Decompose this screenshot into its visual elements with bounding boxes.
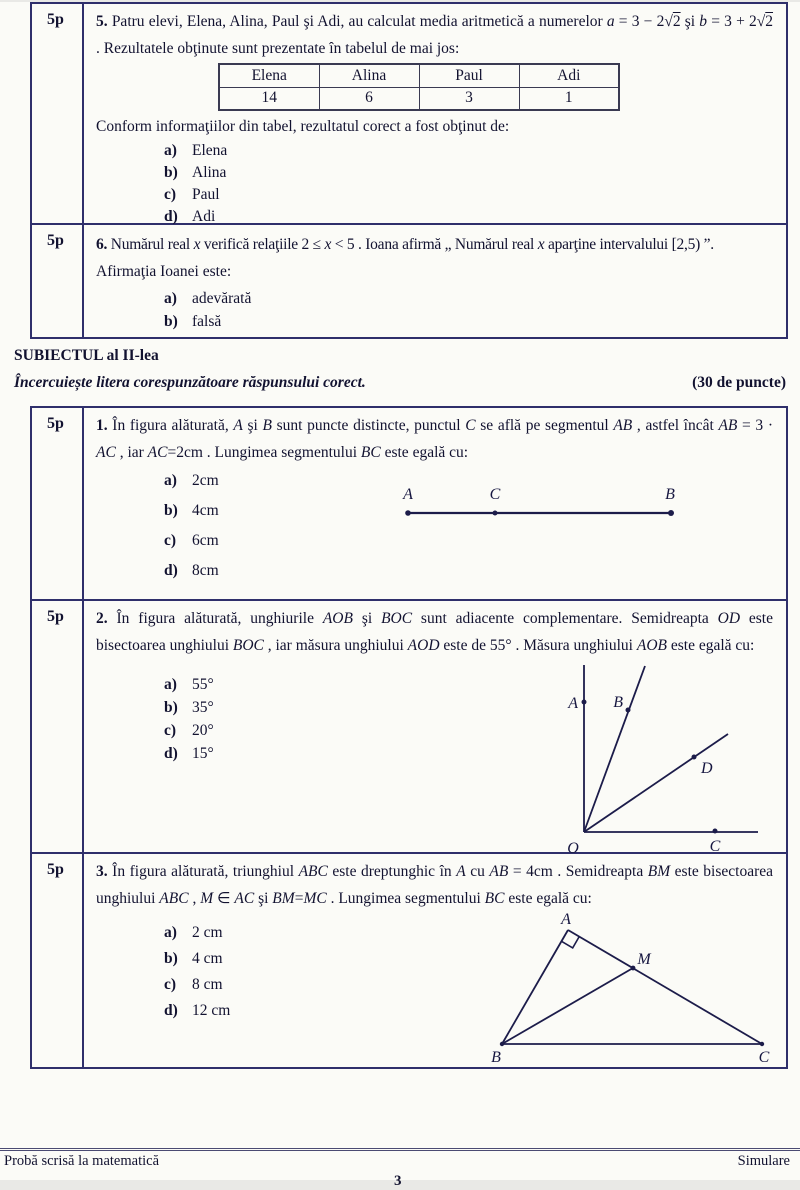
results-value-cell: 1 <box>519 87 619 110</box>
option-letter: c) <box>164 186 177 203</box>
question-2-text: 2. În figura alăturată, unghiurile AOB şi BOC sunt adiacente complementare. Semidreapta OD este bisectoarea unghiului BOC , iar măsura unghiului AOD este de 55° . Măsura unghiului AOB este egală cu: <box>96 610 773 654</box>
point-label-c: C <box>489 486 501 503</box>
question-5-points: 5p <box>32 4 84 223</box>
angles-figure <box>545 661 775 856</box>
question-6-points: 5p <box>32 225 84 337</box>
subject-2-instruction-row <box>14 374 786 392</box>
option-a <box>164 287 773 310</box>
option-letter: b) <box>164 699 178 716</box>
question-5-options <box>164 140 773 228</box>
results-value-cell: 6 <box>319 87 419 110</box>
results-header-cell: Elena <box>219 64 319 87</box>
option-letter: a) <box>164 290 177 307</box>
subject-2-heading <box>14 347 786 392</box>
question-5-row <box>32 4 786 225</box>
question-3-row <box>32 854 786 1067</box>
point-label-b: B <box>613 694 623 711</box>
subject-2-title: SUBIECTUL al II-lea <box>14 347 159 364</box>
option-value: Adi <box>192 208 216 225</box>
option-letter: b) <box>164 502 178 519</box>
option-value: 8 cm <box>192 976 223 993</box>
option-letter: a) <box>164 142 177 159</box>
exam-page <box>0 2 800 1189</box>
option-letter: b) <box>164 313 178 330</box>
question-1-row <box>32 408 786 601</box>
option-letter: c) <box>164 722 177 739</box>
point-label-c: C <box>709 838 721 855</box>
footer-exam-type: Simulare <box>737 1153 790 1169</box>
option-value: Paul <box>192 186 220 203</box>
option-letter: c) <box>164 976 177 993</box>
results-table <box>218 63 620 111</box>
point-label-a: A <box>561 911 571 928</box>
question-6-statement: Afirmaţia Ioanei este: <box>96 263 232 280</box>
point-label-a: A <box>403 486 413 503</box>
subject-2-points-total: (30 de puncte) <box>692 374 786 391</box>
option-b <box>164 310 773 333</box>
option-d <box>164 556 773 586</box>
option-value: 8cm <box>192 562 219 579</box>
option-c <box>164 184 773 206</box>
results-header-cell: Paul <box>419 64 519 87</box>
option-value: Elena <box>192 142 228 159</box>
results-header-cell: Alina <box>319 64 419 87</box>
results-table-header-row <box>219 64 619 87</box>
option-letter: a) <box>164 472 177 489</box>
option-value: 20° <box>192 722 214 739</box>
results-value-cell: 14 <box>219 87 319 110</box>
option-a <box>164 140 773 162</box>
option-value: adevărată <box>192 290 252 307</box>
question-3-points: 5p <box>32 854 84 1067</box>
page-footer <box>0 1148 800 1170</box>
point-label-b: B <box>491 1049 501 1066</box>
option-value: 4cm <box>192 502 219 519</box>
questions-table-subject1 <box>30 2 788 339</box>
question-3-content <box>84 854 786 1067</box>
footer-exam-name: Probă scrisă la matematică <box>4 1153 160 1169</box>
option-value: 4 cm <box>192 950 223 967</box>
point-label-d: D <box>701 760 713 777</box>
option-value: Alina <box>192 164 227 181</box>
results-header-cell: Adi <box>519 64 619 87</box>
option-value: 55° <box>192 676 214 693</box>
option-value: 35° <box>192 699 214 716</box>
subject-2-instruction: Încercuiește litera corespunzătoare răspunsului corect. <box>14 374 366 391</box>
question-6-options <box>164 287 773 333</box>
point-label-b: B <box>665 486 675 503</box>
question-3-text: 3. În figura alăturată, triunghiul ABC este dreptunghic în A cu AB = 4cm . Semidreapta BM este bisectoarea unghiului ABC , M ∈ AC şi BM=MC . Lungimea segmentului BC este egală cu: <box>96 863 773 907</box>
option-letter: d) <box>164 1002 178 1019</box>
point-label-o: O <box>567 840 579 857</box>
option-letter: d) <box>164 562 178 579</box>
results-value-cell: 3 <box>419 87 519 110</box>
question-6-row <box>32 225 786 337</box>
option-letter: c) <box>164 532 177 549</box>
option-letter: b) <box>164 164 178 181</box>
question-5-content <box>84 4 786 223</box>
option-value: 6cm <box>192 532 219 549</box>
point-label-m: M <box>637 951 651 968</box>
option-letter: d) <box>164 745 178 762</box>
option-letter: a) <box>164 676 177 693</box>
question-5-prompt: Conform informaţiilor din tabel, rezultatul corect a fost obţinut de: <box>96 118 510 135</box>
question-6-content <box>84 225 786 337</box>
option-value: 12 cm <box>192 1002 231 1019</box>
option-value: 2cm <box>192 472 219 489</box>
results-table-value-row <box>219 87 619 110</box>
option-letter: d) <box>164 208 178 225</box>
question-1-points: 5p <box>32 408 84 599</box>
triangle-figure <box>480 912 790 1069</box>
option-letter: b) <box>164 950 178 967</box>
option-c <box>164 526 773 556</box>
question-1-content <box>84 408 786 599</box>
point-label-c: C <box>758 1049 770 1066</box>
question-2-row <box>32 601 786 857</box>
question-2-content <box>84 601 786 857</box>
question-2-points: 5p <box>32 601 84 852</box>
option-b <box>164 162 773 184</box>
question-1-text: 1. În figura alăturată, A şi B sunt puncte distincte, punctul C se află pe segmentul AB , astfel încât AB = 3 · AC , iar AC=2cm . Lungimea segmentului BC este egală cu: <box>96 417 773 461</box>
option-letter: a) <box>164 924 177 941</box>
option-value: 15° <box>192 745 214 762</box>
questions-table-subject2 <box>30 406 788 1069</box>
question-6-text: 6. Numărul real x verifică relaţiile 2 ≤ x < 5 . Ioana afirmă „ Numărul real x aparţine intervalului [2,5) ”. <box>96 236 714 253</box>
question-5-text: 5. Patru elevi, Elena, Alina, Paul şi Adi, au calculat media aritmetică a numerelor a = 3 − 2√2 şi b = 3 + 2√2 . Rezultatele obţinute sunt prezentate în tabelul de mai jos: <box>96 13 774 57</box>
point-label-a: A <box>568 695 578 712</box>
option-value: 2 cm <box>192 924 223 941</box>
option-value: falsă <box>192 313 222 330</box>
segment-figure <box>395 484 695 528</box>
page-number: 3 <box>394 1173 402 1189</box>
